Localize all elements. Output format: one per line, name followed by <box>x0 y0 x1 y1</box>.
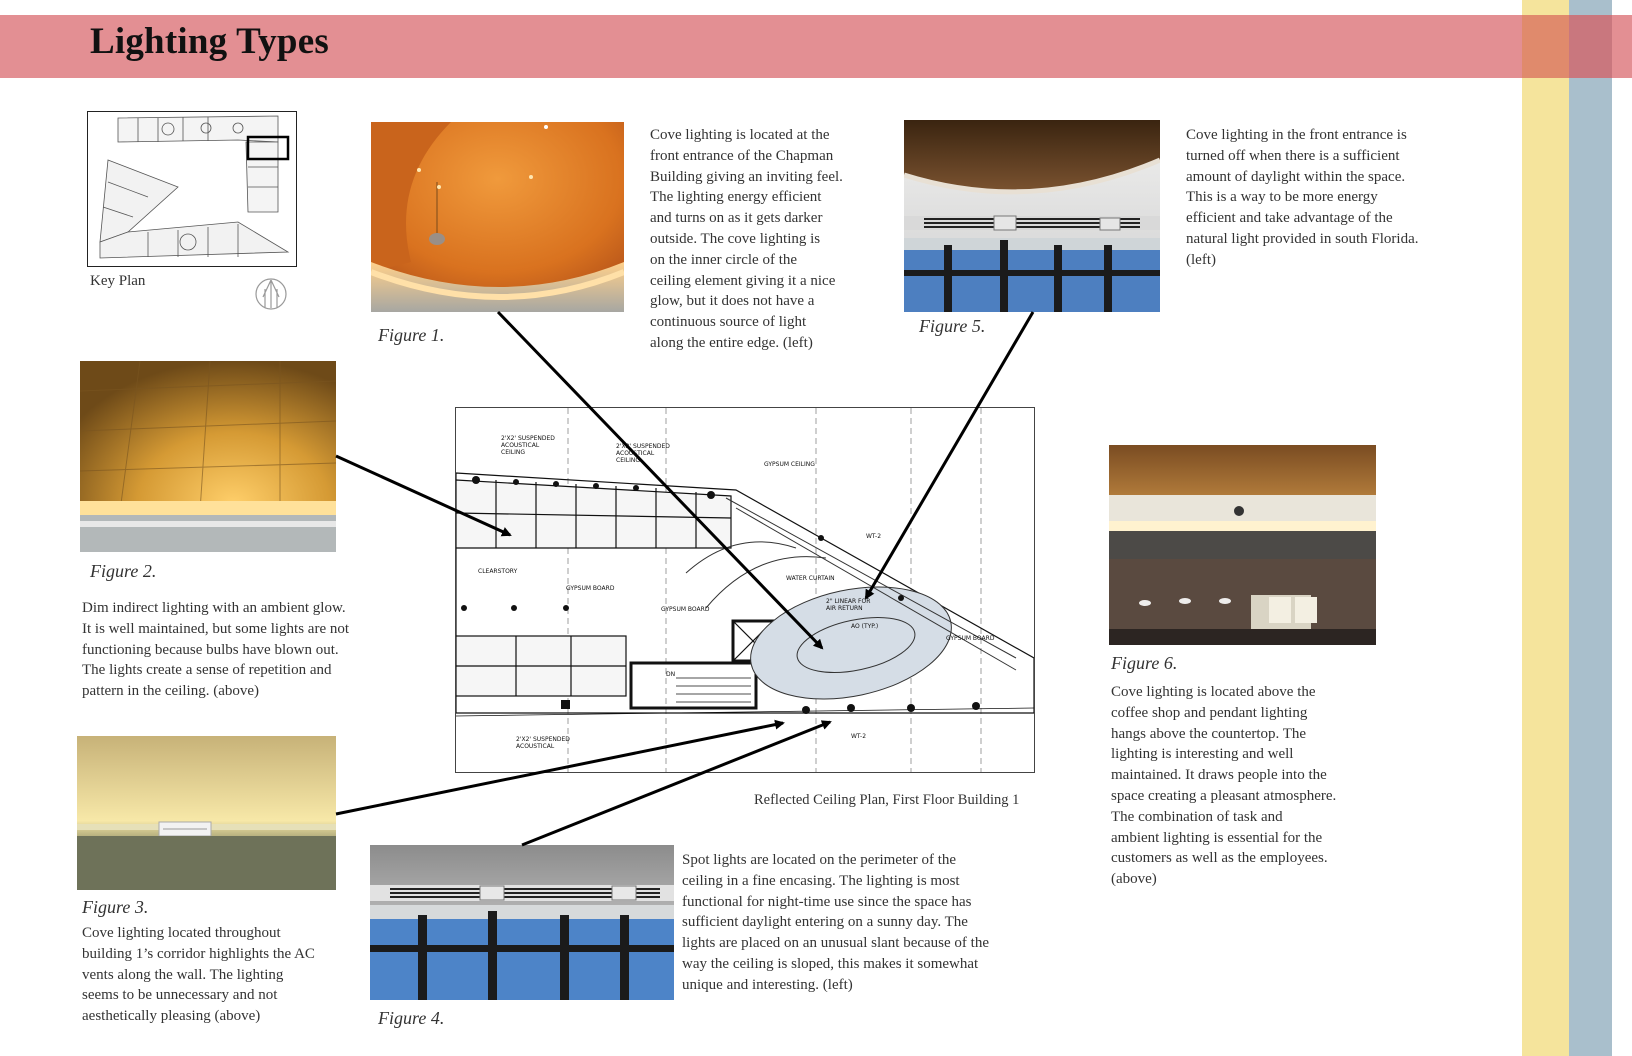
figure-2-description <box>82 598 412 702</box>
text-line: Dim indirect lighting with an ambient glow. <box>82 600 346 616</box>
plan-label: CEILING <box>501 449 525 456</box>
text-line: functional for night-time use since the space has <box>682 893 972 910</box>
text-line: lights are placed on an unusual slant because of the <box>682 935 989 952</box>
key-plan-drawing <box>87 111 297 267</box>
header-band-accent <box>1569 15 1612 78</box>
plan-label: AO (TYP.) <box>851 623 879 630</box>
text-line: along the entire edge. (left) <box>650 334 813 351</box>
text-line: lighting is interesting and well <box>1111 746 1294 763</box>
text-line: front entrance of the Chapman <box>650 147 834 164</box>
figure-1-photo <box>371 122 624 312</box>
text-line: glow, but it does not have a <box>650 293 815 310</box>
text-line: seems to be unnecessary and not <box>82 987 278 1004</box>
text-line: Spot lights are located on the perimeter of the <box>682 852 957 868</box>
figure-6-caption: Figure 6. <box>1111 653 1178 673</box>
text-line: maintained. It draws people into the <box>1111 767 1327 784</box>
page-title: Lighting Types <box>90 21 329 62</box>
text-line: space creating a pleasant atmosphere. <box>1111 787 1337 804</box>
plan-label: WT-2 <box>851 733 867 740</box>
header-band-accent <box>1522 15 1569 78</box>
figure-4-caption: Figure 4. <box>378 1008 445 1028</box>
plan-label: GYPSUM BOARD <box>946 635 995 642</box>
text-line: outside. The cove lighting is <box>650 230 821 247</box>
text-line: Cove lighting located throughout <box>82 925 281 941</box>
text-line: The lighting energy efficient <box>650 189 822 206</box>
text-line: The combination of task and <box>1111 808 1283 825</box>
text-line: on the inner circle of the <box>650 251 798 268</box>
plan-label: WATER CURTAIN <box>786 575 835 582</box>
decorative-stripe-blue <box>1569 0 1612 1056</box>
plan-caption: Reflected Ceiling Plan, First Floor Building 1 <box>754 792 1020 808</box>
plan-label: CEILING <box>616 457 640 464</box>
figure-1-description <box>650 125 880 354</box>
text-line: unique and interesting. (left) <box>682 976 853 993</box>
figure-3-caption: Figure 3. <box>82 897 149 917</box>
text-line: coffee shop and pendant lighting <box>1111 704 1308 721</box>
text-line: efficient and take advantage of the <box>1186 210 1393 227</box>
figure-2-caption: Figure 2. <box>90 561 157 581</box>
plan-label: GYPSUM BOARD <box>566 585 615 592</box>
text-line: ambient lighting is essential for the <box>1111 829 1323 846</box>
plan-label: CLEARSTORY <box>478 568 518 575</box>
text-line: sufficient daylight entering on a sunny day. The <box>682 914 968 931</box>
text-line: It is well maintained, but some lights are not <box>82 620 350 637</box>
text-line: functioning because bulbs have blown out. <box>82 641 339 658</box>
text-line: (above) <box>1111 871 1157 888</box>
plan-label: 2'X2' SUSPENDED <box>616 443 670 450</box>
plan-label: DN <box>666 671 676 678</box>
figure-4-photo <box>370 845 674 1000</box>
figure-2-photo <box>80 361 336 552</box>
text-line: This is a way to be more energy <box>1186 189 1378 206</box>
plan-label: 2'X2' SUSPENDED <box>516 736 570 743</box>
text-line: ceiling in a fine encasing. The lighting is most <box>682 872 960 889</box>
text-line: vents along the wall. The lighting <box>82 966 284 983</box>
plan-label: GYPSUM CEILING <box>764 461 815 468</box>
figure-6-description <box>1111 682 1401 890</box>
text-line: The lights create a sense of repetition and <box>82 662 332 679</box>
decorative-stripe-yellow <box>1522 0 1569 1056</box>
plan-label: 2" LINEAR FOR <box>826 598 871 605</box>
text-line: continuous source of light <box>650 314 807 331</box>
text-line: building 1’s corridor highlights the AC <box>82 945 315 962</box>
text-line: hangs above the countertop. The <box>1111 725 1307 742</box>
text-line: Building giving an inviting feel. <box>650 168 843 185</box>
plan-label: 2'X2' SUSPENDED <box>501 435 555 442</box>
plan-label: GYPSUM BOARD <box>661 606 710 613</box>
figure-3-photo <box>77 736 336 890</box>
north-arrow-icon <box>254 277 288 316</box>
figure-5-description <box>1186 125 1476 271</box>
figure-5-photo <box>904 120 1160 312</box>
figure-1-caption: Figure 1. <box>378 325 445 345</box>
figure-5-caption: Figure 5. <box>919 316 986 336</box>
plan-label: ACOUSTICAL <box>501 442 540 449</box>
text-line: Cove lighting in the front entrance is <box>1186 127 1407 143</box>
plan-label: ACOUSTICAL <box>516 743 555 750</box>
plan-label: ACOUSTICAL <box>616 450 655 457</box>
text-line: aesthetically pleasing (above) <box>82 1008 261 1025</box>
figure-3-description <box>82 923 372 1027</box>
text-line: Cove lighting is located above the <box>1111 684 1316 700</box>
reflected-ceiling-plan <box>455 407 1035 773</box>
text-line: Cove lighting is located at the <box>650 127 830 143</box>
text-line: and turns on as it gets darker <box>650 210 823 227</box>
figure-4-description <box>682 850 1042 996</box>
text-line: turned off when there is a sufficient <box>1186 147 1400 164</box>
text-line: customers as well as the employees. <box>1111 850 1328 867</box>
text-line: pattern in the ceiling. (above) <box>82 683 260 700</box>
text-line: natural light provided in south Florida. <box>1186 230 1419 247</box>
plan-label: WT-2 <box>866 533 882 540</box>
figure-6-photo <box>1109 445 1376 645</box>
text-line: way the ceiling is sloped, this makes it somewhat <box>682 955 979 972</box>
text-line: ceiling element giving it a nice <box>650 272 836 289</box>
text-line: (left) <box>1186 251 1216 268</box>
key-plan-label: Key Plan <box>90 273 146 289</box>
text-line: amount of daylight within the space. <box>1186 168 1406 185</box>
plan-label: AIR RETURN <box>826 605 863 612</box>
